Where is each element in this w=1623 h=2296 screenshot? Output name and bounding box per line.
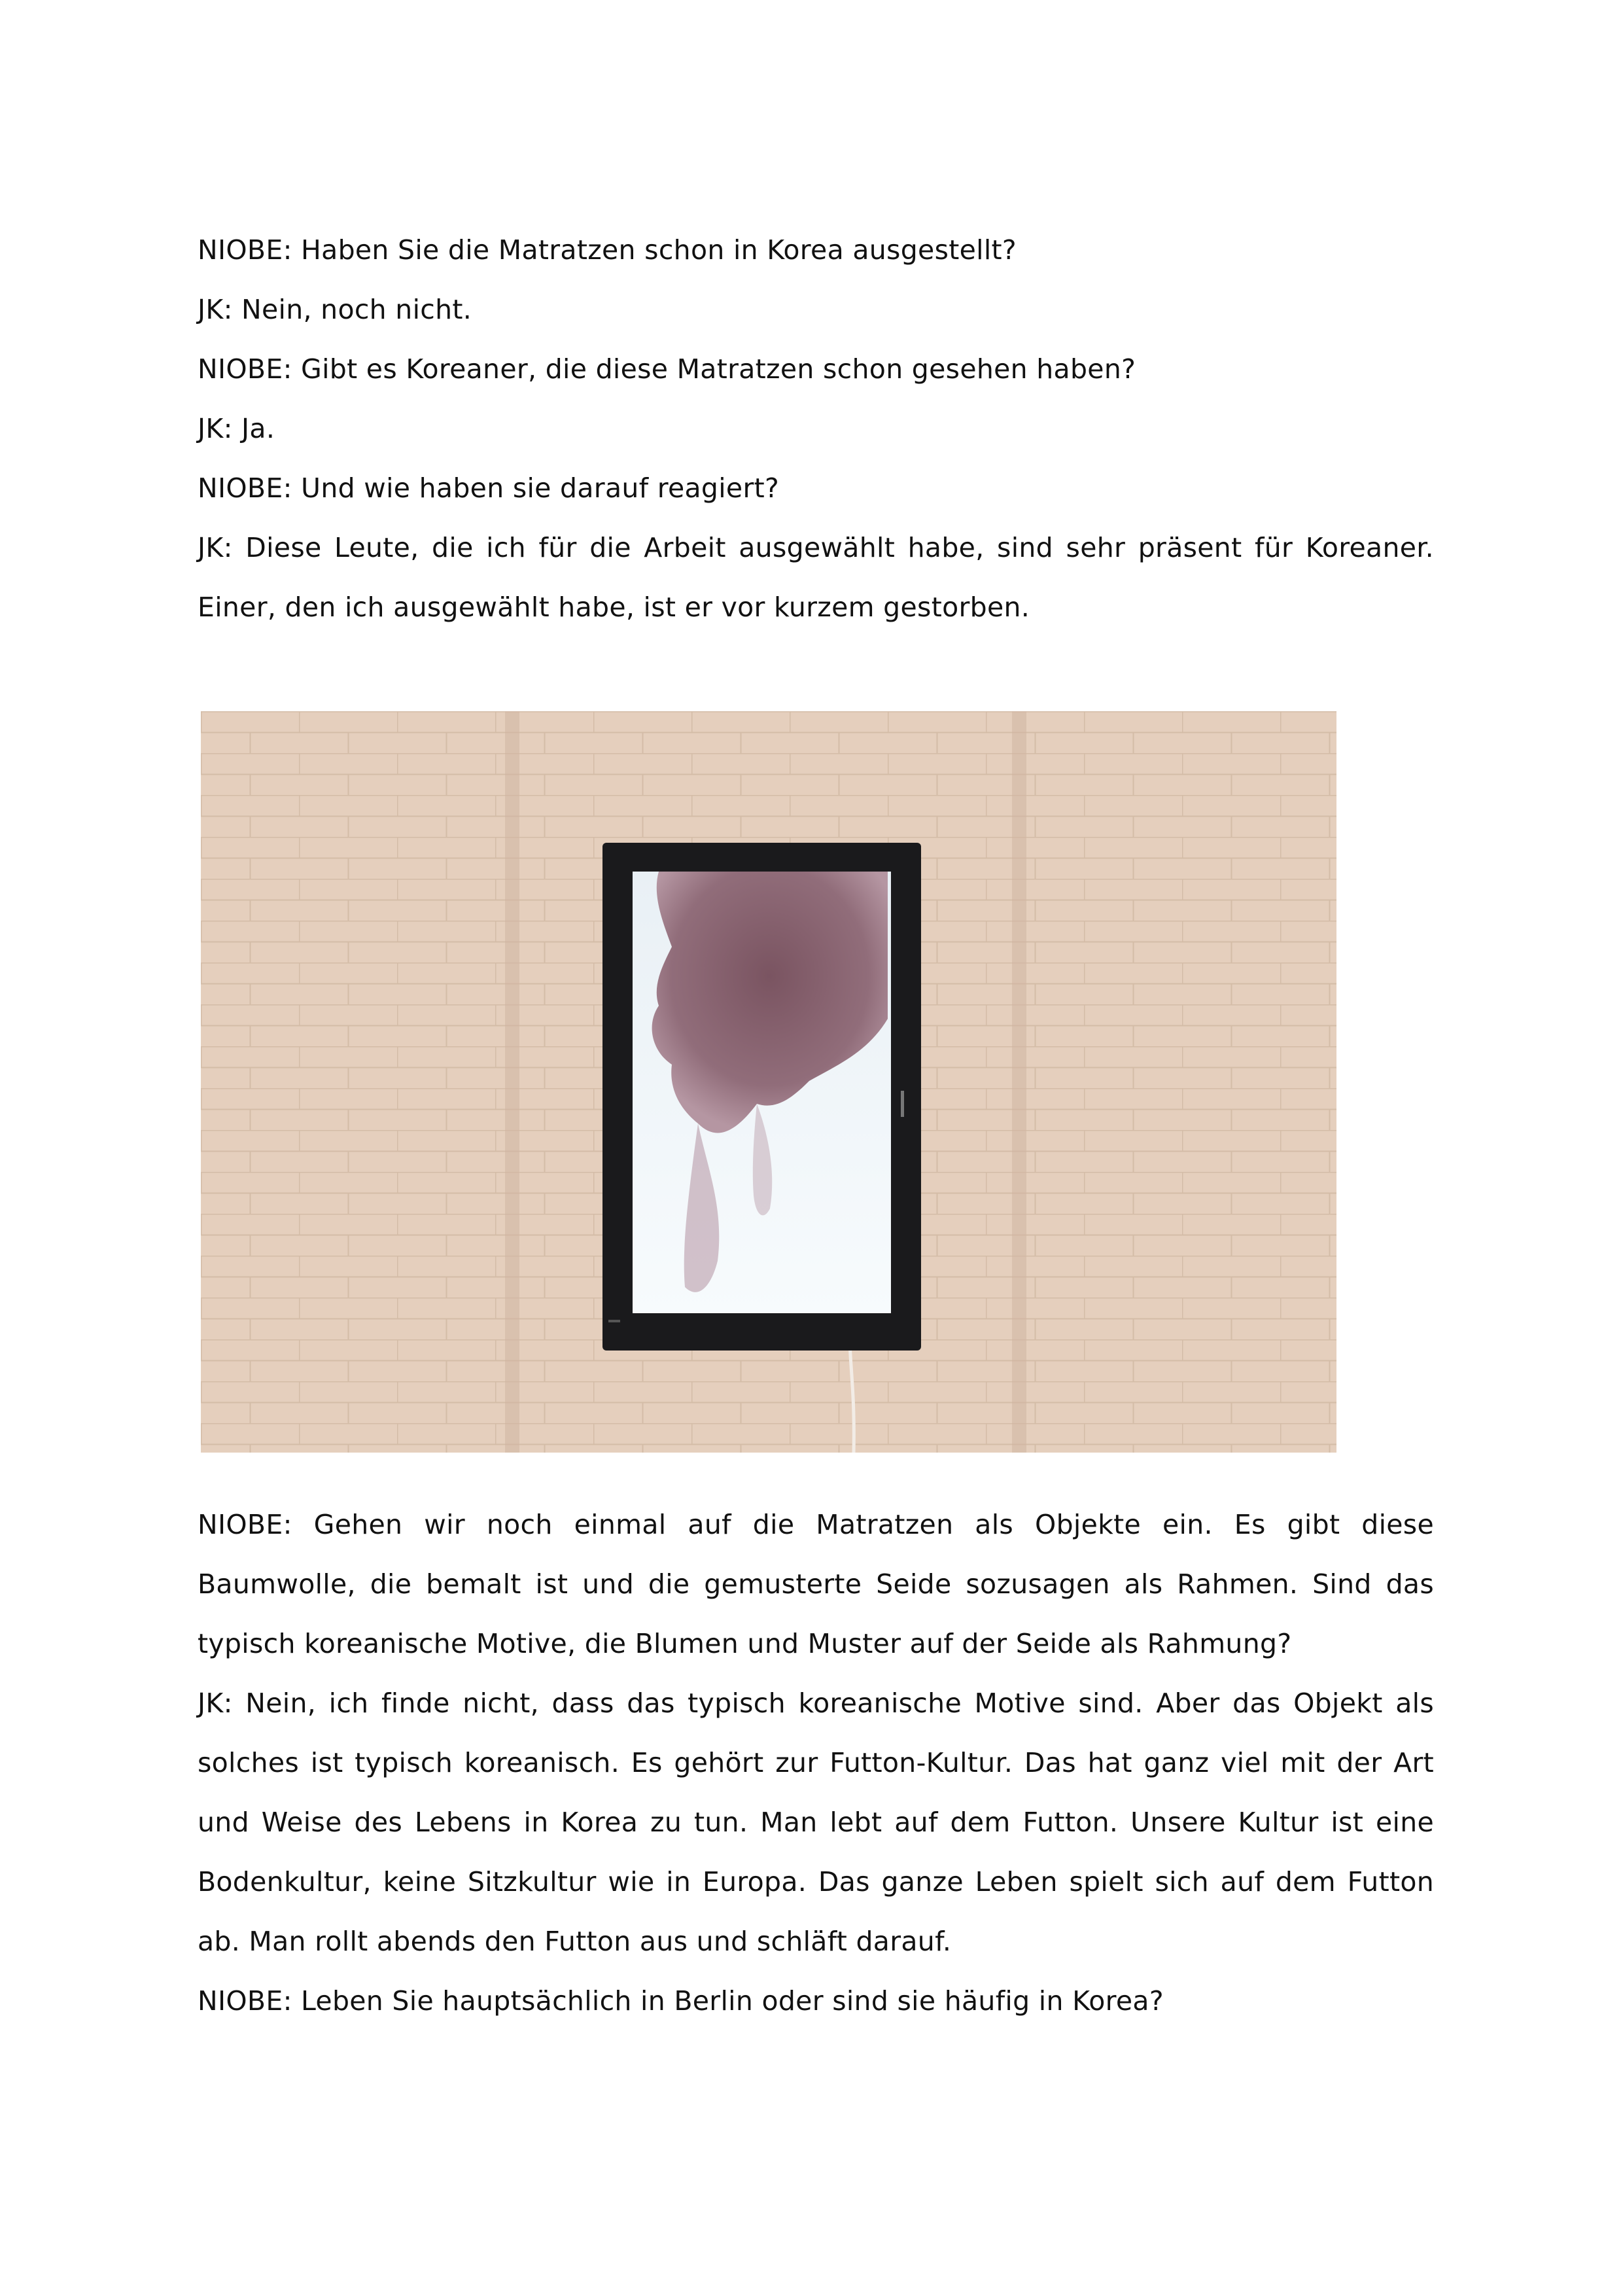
text-line: solches ist typisch koreanisch. Es gehört zur Futton-Kultur. Das hat ganz viel mit der Art (198, 1747, 1434, 1778)
monitor-logo (901, 1091, 904, 1117)
text-line: NIOBE: Gibt es Koreaner, die diese Matratzen schon gesehen haben? (198, 353, 1136, 385)
text-line: NIOBE: Und wie haben sie darauf reagiert? (198, 472, 780, 504)
text-line: NIOBE: Haben Sie die Matratzen schon in Korea ausgestellt? (198, 234, 1017, 266)
text-line: ab. Man rollt abends den Futton aus und schläft darauf. (198, 1926, 952, 1957)
text-line: JK: Nein, ich finde nicht, dass das typisch koreanische Motive sind. Aber das Objekt als (198, 1687, 1434, 1719)
text-line: Bodenkultur, keine Sitzkultur wie in Europa. Das ganze Leben spielt sich auf dem Futton (198, 1866, 1434, 1898)
text-line: JK: Nein, noch nicht. (198, 294, 472, 325)
text-line: und Weise des Lebens in Korea zu tun. Man lebt auf dem Futton. Unsere Kultur ist eine (198, 1807, 1434, 1838)
text-line: NIOBE: Gehen wir noch einmal auf die Matratzen als Objekte ein. Es gibt diese (198, 1509, 1434, 1540)
monitor-led (608, 1320, 620, 1322)
text-block-bottom (198, 1495, 1434, 2031)
text-line: typisch koreanische Motive, die Blumen und Muster auf der Seide als Rahmung? (198, 1628, 1292, 1659)
text-line: JK: Ja. (198, 413, 275, 444)
text-line: Baumwolle, die bemalt ist und die gemusterte Seide sozusagen als Rahmen. Sind das (198, 1568, 1434, 1600)
text-line: NIOBE: Leben Sie hauptsächlich in Berlin oder sind sie häufig in Korea? (198, 1985, 1164, 2017)
text-line: JK: Diese Leute, die ich für die Arbeit ausgewählt habe, sind sehr präsent für Koreaner. (198, 532, 1434, 563)
text-block-top (198, 221, 1434, 637)
text-line: Einer, den ich ausgewählt habe, ist er vor kurzem gestorben. (198, 592, 1030, 623)
exhibition-photo (201, 711, 1336, 1453)
